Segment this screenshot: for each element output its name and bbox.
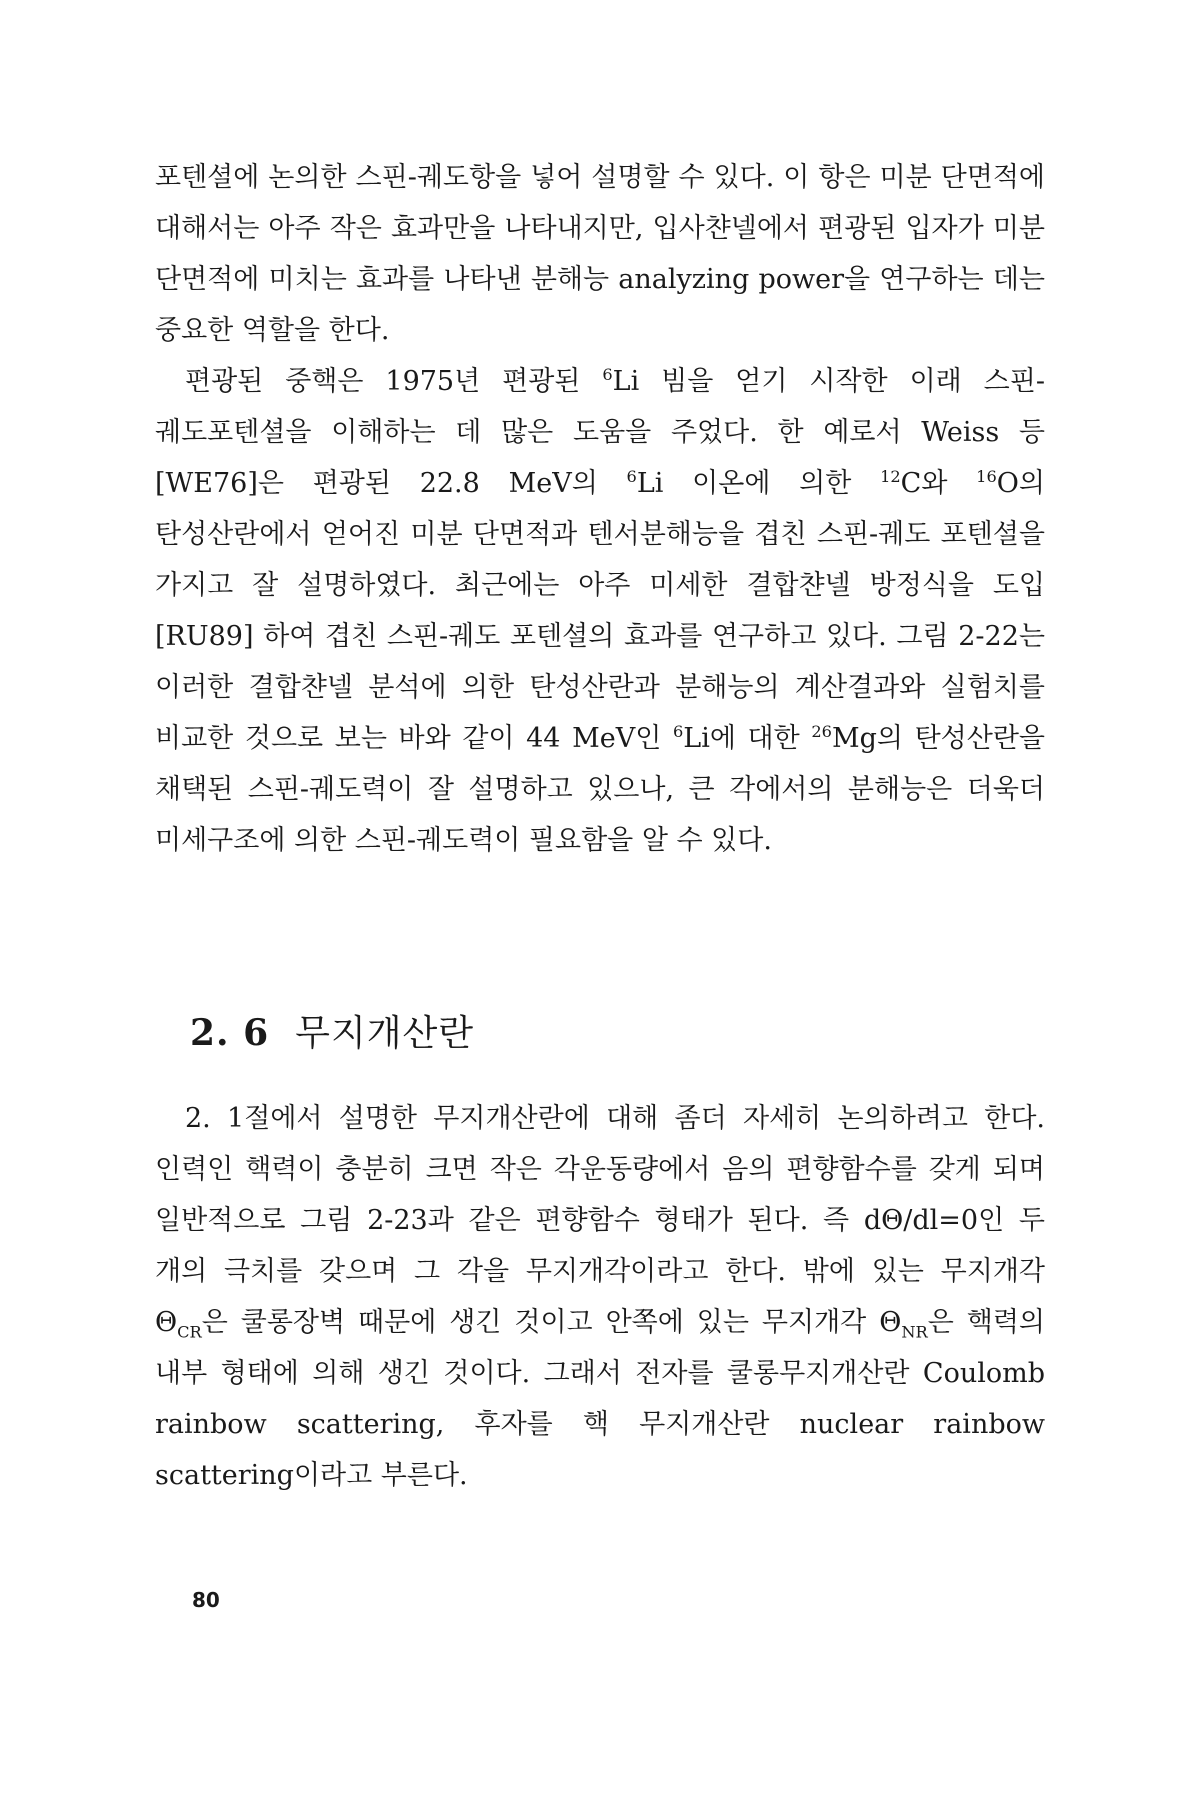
paragraph-spin-orbit-intro: 포텐셜에 논의한 스핀-궤도항을 넣어 설명할 수 있다. 이 항은 미분 단면적에 대해서는 아주 작은 효과만을 나타내지만, 입사챤넬에서 편광된 입자가 미분 단면적에 미치는 효과를 나타낸 분해능 analyzing power을 연구하는 데는 중요한 역할을 한다. xyxy=(155,162,1045,346)
p2-text-3: Li 이온에 의한 xyxy=(636,468,881,499)
p2-text-6: Li에 대한 xyxy=(683,723,812,754)
p2-text-7: Mg의 탄성산란을 채택된 스핀-궤도력이 잘 설명하고 있으나, 큰 각에서의 분해능은 더욱더 미세구조에 의한 스핀-궤도력이 필요함을 알 수 있다. xyxy=(155,723,1046,856)
superscript-mass-mg: 26 xyxy=(811,722,832,741)
superscript-mass-li-3: 6 xyxy=(672,722,684,741)
section-number: 2. 6 xyxy=(190,1012,270,1054)
superscript-mass-li-1: 6 xyxy=(602,365,613,384)
subscript-nr: NR xyxy=(901,1322,928,1342)
section-title: 무지개산란 xyxy=(295,1013,475,1054)
lower-text-block xyxy=(155,1093,1045,1501)
subscript-cr: CR xyxy=(177,1322,202,1342)
page-number: 80 xyxy=(192,1588,220,1612)
p3-text-2: 은 쿨롱장벽 때문에 생긴 것이고 안쪽에 있는 무지개각 Θ xyxy=(201,1307,902,1338)
section-heading xyxy=(190,1005,474,1056)
p2-text-5: O의 탄성산란에서 얻어진 미분 단면적과 텐서분해능을 겹친 스핀-궤도 포텐셜을 가지고 잘 설명하였다. 최근에는 아주 미세한 결합챤넬 방정식을 도입 [RU89] 하여 겹친 스핀-궤도 포텐셜의 효과를 연구하고 있다. 그림 2-22는 이러한 결합챤넬 분석에 의한 탄성산란과 분해능의 계산결과와 실험치를 비교한 것으로 보는 바와 같이 44 MeV인 xyxy=(155,468,1045,754)
paragraph-polarized-heavy-ions xyxy=(155,356,1045,866)
paragraph-rainbow-scattering xyxy=(155,1093,1045,1501)
p3-text-3: 은 핵력의 내부 형태에 의해 생긴 것이다. 그래서 전자를 쿨롱무지개산란 Coulomb rainbow scattering, 후자를 핵 무지개산란 nuclear rainbow scattering이라고 부른다. xyxy=(155,1307,1045,1491)
p2-text-1: 편광된 중핵은 1975년 편광된 xyxy=(185,366,603,397)
upper-text-block xyxy=(155,152,1045,866)
superscript-mass-o: 16 xyxy=(976,467,997,486)
p3-text-1: 2. 1절에서 설명한 무지개산란에 대해 좀더 자세히 논의하려고 한다. 인력인 핵력이 충분히 크면 작은 각운동량에서 음의 편향함수를 갖게 되며 일반적으로 그림 2-23과 같은 편향함수 형태가 된다. 즉 dΘ/dl=0인 두 개의 극치를 갖으며 그 각을 무지개각이라고 한다. 밖에 있는 무지개각 Θ xyxy=(155,1103,1045,1338)
superscript-mass-li-2: 6 xyxy=(626,467,637,486)
p2-text-2: Li 빔을 얻기 시작한 이래 스핀-궤도포텐셜을 이해하는 데 많은 도움을 주었다. 한 예로서 Weiss 등 [WE76]은 편광된 22.8 MeV의 xyxy=(155,366,1045,499)
superscript-mass-c: 12 xyxy=(880,467,901,486)
p2-text-4: C와 xyxy=(900,468,977,499)
